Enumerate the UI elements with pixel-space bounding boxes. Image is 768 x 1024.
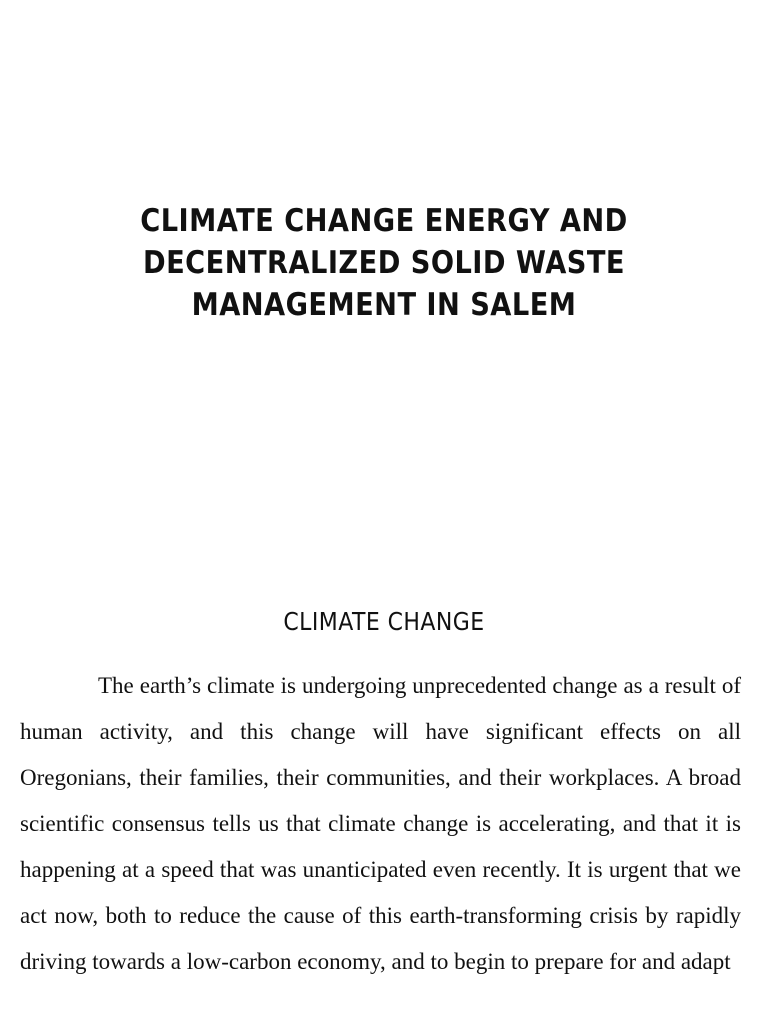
body-paragraph: The earth’s climate is undergoing unprecedented change as a result of human activity, and this change will have significant effects on all Oregonians, their families, their communities, and their workplaces. A broad scientific consensus tells us that climate change is accelerating, and that it is happening at a speed that was unanticipated even recently. It is urgent that we act now, both to reduce the cause of this earth-transforming crisis by rapidly driving towards a low-carbon economy, and to begin to prepare for and adapt [20, 673, 741, 974]
title-line-2: DECENTRALIZED SOLID WASTE [143, 245, 625, 281]
title-line-1: CLIMATE CHANGE ENERGY AND [140, 203, 628, 239]
title-line-3: MANAGEMENT IN SALEM [191, 287, 577, 323]
document-title [99, 200, 669, 326]
section-heading: CLIMATE CHANGE [283, 607, 485, 636]
